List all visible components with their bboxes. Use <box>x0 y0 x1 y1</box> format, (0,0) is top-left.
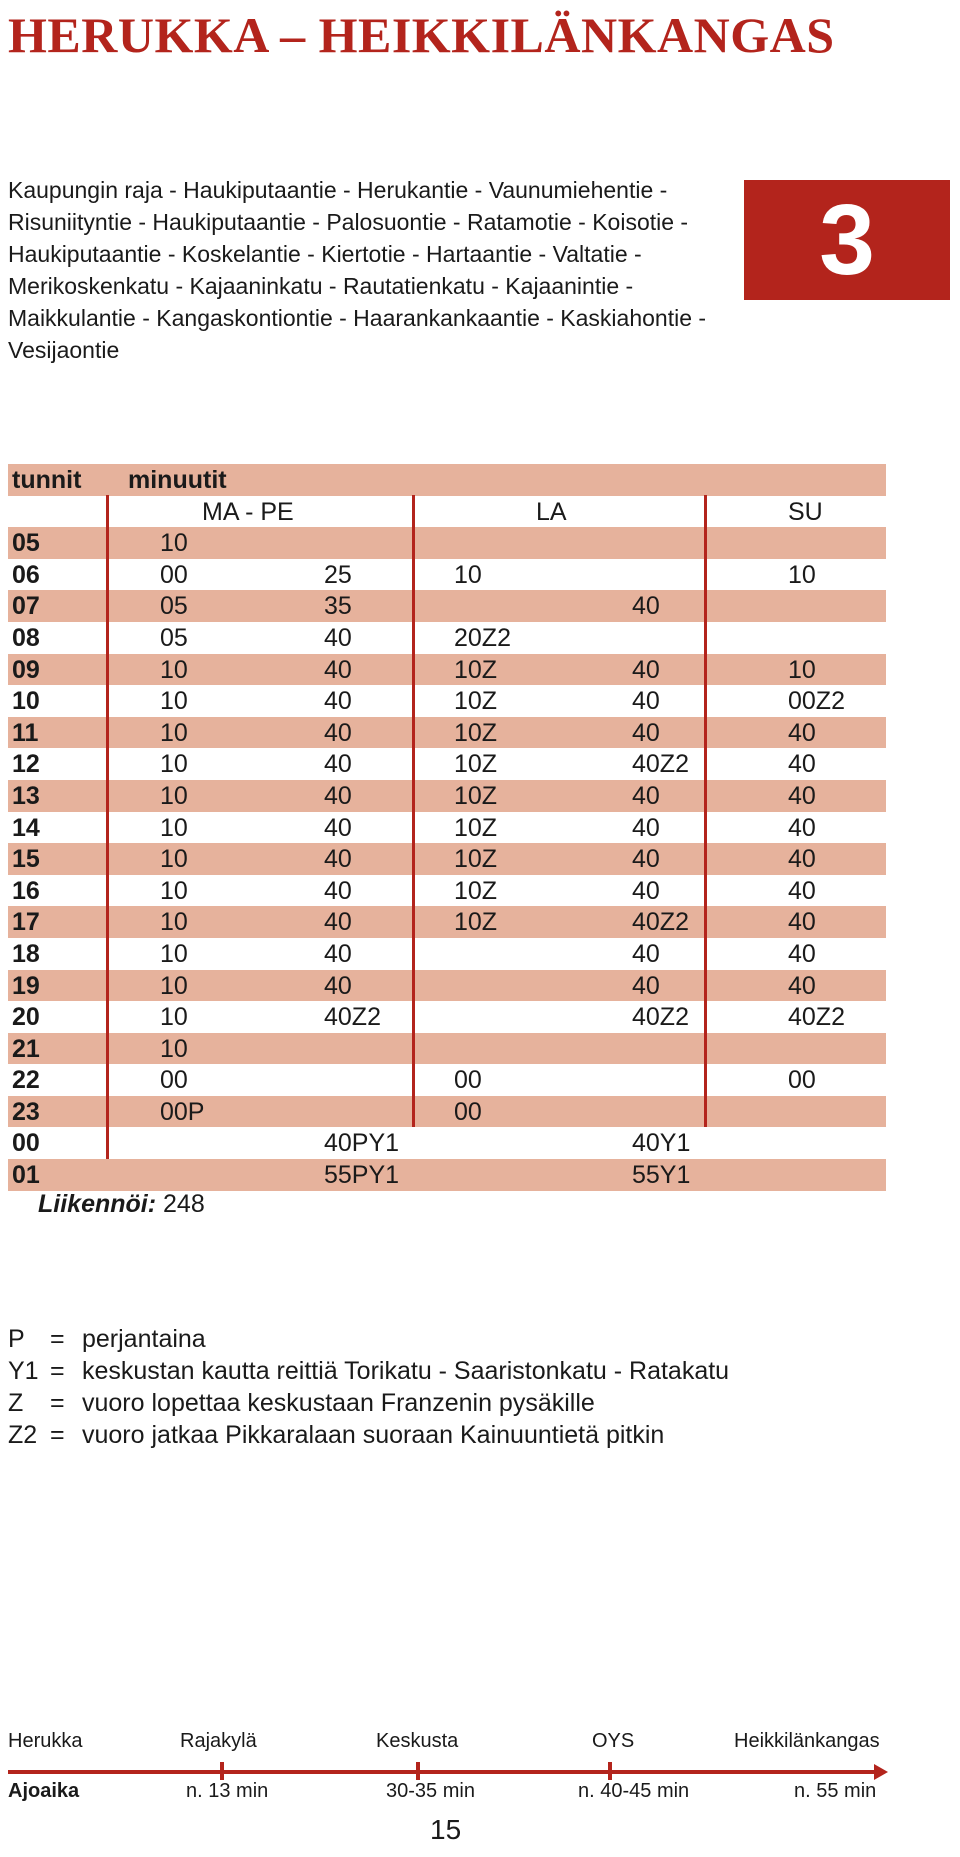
ma-pe-minute-cell: 40 <box>324 623 352 652</box>
ma-pe-minute-cell: 40 <box>324 781 352 810</box>
duration-label: n. 13 min <box>186 1780 269 1802</box>
stop-label: OYS <box>592 1730 635 1752</box>
divider-hours <box>106 495 109 1159</box>
hour-cell: 11 <box>12 718 39 747</box>
timetable-days-row <box>8 496 886 528</box>
la-minute-cell: 00 <box>454 1097 482 1126</box>
la-minute-cell: 40 <box>632 845 660 874</box>
duration-label: n. 40-45 min <box>578 1780 690 1802</box>
la-minute-cell: 10Z <box>454 750 498 779</box>
la-minute-cell: 10 <box>454 560 482 589</box>
legend-equals: = <box>50 1357 65 1385</box>
hour-cell: 13 <box>12 781 40 810</box>
timetable-row <box>8 906 886 938</box>
hour-cell: 09 <box>12 655 40 684</box>
timetable-row <box>8 780 886 812</box>
hour-cell: 10 <box>12 687 40 716</box>
ma-pe-minute-cell: 40 <box>324 718 352 747</box>
la-minute-cell: 40 <box>632 939 660 968</box>
day-la: LA <box>536 497 567 526</box>
timeline-tick <box>416 1762 420 1780</box>
legend-text: vuoro lopettaa keskustaan Franzenin pysäkille <box>82 1389 595 1417</box>
stop-label: Keskusta <box>376 1730 459 1752</box>
ma-pe-minute-cell: 05 <box>160 623 188 652</box>
su-minute-cell: 40 <box>788 813 816 842</box>
la-minute-cell: 10Z <box>454 687 498 716</box>
timetable-row <box>8 1159 886 1191</box>
timetable-row <box>8 875 886 907</box>
timetable-row <box>8 590 886 622</box>
su-minute-cell: 40 <box>788 781 816 810</box>
page-title: HERUKKA – HEIKKILÄNKANGAS <box>8 7 835 63</box>
ma-pe-minute-cell: 00 <box>160 1066 188 1095</box>
ma-pe-minute-cell: 35 <box>324 592 352 621</box>
divider-la <box>704 495 707 1127</box>
route-number-badge: 3 <box>744 180 950 300</box>
ma-pe-minute-cell: 40 <box>324 655 352 684</box>
hour-cell: 06 <box>12 560 40 589</box>
hour-cell: 18 <box>12 939 40 968</box>
day-ma-pe: MA - PE <box>202 497 294 526</box>
timeline-arrow-icon <box>874 1764 888 1780</box>
ma-pe-minute-cell: 40 <box>324 750 352 779</box>
ma-pe-minute-cell: 10 <box>160 845 188 874</box>
legend-code: P <box>8 1325 25 1353</box>
hour-cell: 16 <box>12 876 40 905</box>
hour-cell: 08 <box>12 623 40 652</box>
la-minute-cell: 40 <box>632 592 660 621</box>
timeline-tick <box>608 1762 612 1780</box>
ma-pe-minute-cell: 40 <box>324 813 352 842</box>
ma-pe-minute-cell: 10 <box>160 1034 188 1063</box>
timetable-row <box>8 717 886 749</box>
timetable <box>8 464 886 1191</box>
timetable-row <box>8 622 886 654</box>
ma-pe-minute-cell: 25 <box>324 560 352 589</box>
legend-equals: = <box>50 1325 65 1353</box>
la-minute-cell: 55Y1 <box>632 1161 691 1190</box>
la-minute-cell: 40Z2 <box>632 908 689 937</box>
ma-pe-minute-cell: 40Z2 <box>324 1003 381 1032</box>
hour-cell: 23 <box>12 1097 40 1126</box>
timetable-row <box>8 1033 886 1065</box>
hour-cell: 00 <box>12 1129 40 1158</box>
su-minute-cell: 00 <box>788 1066 816 1095</box>
la-minute-cell: 40 <box>632 813 660 842</box>
la-minute-cell: 40 <box>632 876 660 905</box>
ma-pe-minute-cell: 00P <box>160 1097 205 1126</box>
la-minute-cell: 40Y1 <box>632 1129 691 1158</box>
hour-cell: 20 <box>12 1003 40 1032</box>
hour-cell: 15 <box>12 845 40 874</box>
legend-text: keskustan kautta reittiä Torikatu - Saaristonkatu - Ratakatu <box>82 1357 730 1385</box>
route-description: Kaupungin raja - Haukiputaantie - Herukantie - Vaunumiehentie - Risuniityntie - Haukiputaantie - Palosuontie - Ratamotie - Koisotie - Haukiputaantie - Koskelantie - Kiertotie - Hartaantie - Valtatie - Merikoskenkatu - Kajaaninkatu - Rautatienkatu - Kajaanintie - Maikkulantie - Kangaskontiontie - Haarankankaantie - Kaskiahontie - Vesijaontie <box>8 177 707 363</box>
su-minute-cell: 00Z2 <box>788 687 845 716</box>
hour-cell: 07 <box>12 592 40 621</box>
la-minute-cell: 10Z <box>454 876 498 905</box>
la-minute-cell: 40 <box>632 687 660 716</box>
ma-pe-minute-cell: 55PY1 <box>324 1161 400 1190</box>
hour-cell: 12 <box>12 750 40 779</box>
legend-code: Z2 <box>8 1421 38 1449</box>
hour-cell: 14 <box>12 813 40 842</box>
ma-pe-minute-cell: 10 <box>160 750 188 779</box>
stop-label: Rajakylä <box>180 1730 257 1752</box>
ma-pe-minute-cell: 40 <box>324 876 352 905</box>
su-minute-cell: 40 <box>788 908 816 937</box>
timetable-row <box>8 685 886 717</box>
la-minute-cell: 40 <box>632 718 660 747</box>
timetable-row <box>8 1096 886 1128</box>
timetable-row <box>8 527 886 559</box>
ma-pe-minute-cell: 10 <box>160 908 188 937</box>
timetable-header-row <box>8 464 886 496</box>
timeline-tick <box>220 1762 224 1780</box>
hour-cell: 05 <box>12 529 40 558</box>
hour-cell: 21 <box>12 1034 40 1063</box>
la-minute-cell: 40Z2 <box>632 750 689 779</box>
timetable-row <box>8 938 886 970</box>
day-su: SU <box>788 497 823 526</box>
ma-pe-minute-cell: 10 <box>160 718 188 747</box>
timetable-row <box>8 843 886 875</box>
stop-label: Herukka <box>8 1730 83 1752</box>
ma-pe-minute-cell: 10 <box>160 971 188 1000</box>
la-minute-cell: 10Z <box>454 813 498 842</box>
su-minute-cell: 40 <box>788 845 816 874</box>
timeline-line <box>8 1770 874 1774</box>
ma-pe-minute-cell: 00 <box>160 560 188 589</box>
ma-pe-minute-cell: 10 <box>160 876 188 905</box>
legend-text: vuoro jatkaa Pikkaralaan suoraan Kainuuntietä pitkin <box>82 1421 665 1449</box>
timetable-row <box>8 654 886 686</box>
timetable-row <box>8 1064 886 1096</box>
ma-pe-minute-cell: 40 <box>324 687 352 716</box>
legend-equals: = <box>50 1421 65 1449</box>
ma-pe-minute-cell: 10 <box>160 687 188 716</box>
la-minute-cell: 40 <box>632 971 660 1000</box>
operator-info <box>38 1190 205 1219</box>
la-minute-cell: 10Z <box>454 655 498 684</box>
su-minute-cell: 40 <box>788 939 816 968</box>
operator-value: 248 <box>163 1190 205 1218</box>
ma-pe-minute-cell: 10 <box>160 939 188 968</box>
su-minute-cell: 10 <box>788 560 816 589</box>
header-hours: tunnit <box>12 466 82 494</box>
page-number: 15 <box>430 1814 462 1845</box>
timetable-row <box>8 1001 886 1033</box>
duration-label: 30-35 min <box>386 1780 475 1802</box>
stop-label: Heikkilänkangas <box>734 1730 880 1752</box>
ma-pe-minute-cell: 10 <box>160 529 188 558</box>
ma-pe-minute-cell: 40 <box>324 939 352 968</box>
la-minute-cell: 10Z <box>454 781 498 810</box>
divider-ma-pe <box>412 495 415 1127</box>
su-minute-cell: 40 <box>788 971 816 1000</box>
la-minute-cell: 40 <box>632 655 660 684</box>
la-minute-cell: 20Z2 <box>454 623 511 652</box>
legend-equals: = <box>50 1389 65 1417</box>
hour-cell: 01 <box>12 1161 40 1190</box>
legend-code: Z <box>8 1389 24 1417</box>
hour-cell: 22 <box>12 1066 40 1095</box>
la-minute-cell: 00 <box>454 1066 482 1095</box>
la-minute-cell: 40Z2 <box>632 1003 689 1032</box>
la-minute-cell: 40 <box>632 781 660 810</box>
timetable-row <box>8 1127 886 1159</box>
hour-cell: 17 <box>12 908 40 937</box>
ma-pe-minute-cell: 40 <box>324 845 352 874</box>
timetable-row <box>8 559 886 591</box>
ma-pe-minute-cell: 10 <box>160 781 188 810</box>
timetable-row <box>8 970 886 1002</box>
ma-pe-minute-cell: 10 <box>160 1003 188 1032</box>
su-minute-cell: 40 <box>788 876 816 905</box>
ma-pe-minute-cell: 10 <box>160 813 188 842</box>
ma-pe-minute-cell: 40PY1 <box>324 1129 400 1158</box>
ma-pe-minute-cell: 40 <box>324 908 352 937</box>
ma-pe-minute-cell: 40 <box>324 971 352 1000</box>
hour-cell: 19 <box>12 971 40 1000</box>
header-minutes: minuutit <box>128 466 227 494</box>
ma-pe-minute-cell: 05 <box>160 592 188 621</box>
timetable-row <box>8 812 886 844</box>
su-minute-cell: 10 <box>788 655 816 684</box>
legend-text: perjantaina <box>82 1325 206 1353</box>
legend-code: Y1 <box>8 1357 39 1385</box>
la-minute-cell: 10Z <box>454 908 498 937</box>
su-minute-cell: 40Z2 <box>788 1003 845 1032</box>
su-minute-cell: 40 <box>788 718 816 747</box>
travel-time-label: Ajoaika <box>8 1780 80 1802</box>
la-minute-cell: 10Z <box>454 718 498 747</box>
timetable-row <box>8 748 886 780</box>
ma-pe-minute-cell: 10 <box>160 655 188 684</box>
operator-label: Liikennöi: <box>38 1190 157 1218</box>
su-minute-cell: 40 <box>788 750 816 779</box>
duration-label: n. 55 min <box>794 1780 877 1802</box>
la-minute-cell: 10Z <box>454 845 498 874</box>
